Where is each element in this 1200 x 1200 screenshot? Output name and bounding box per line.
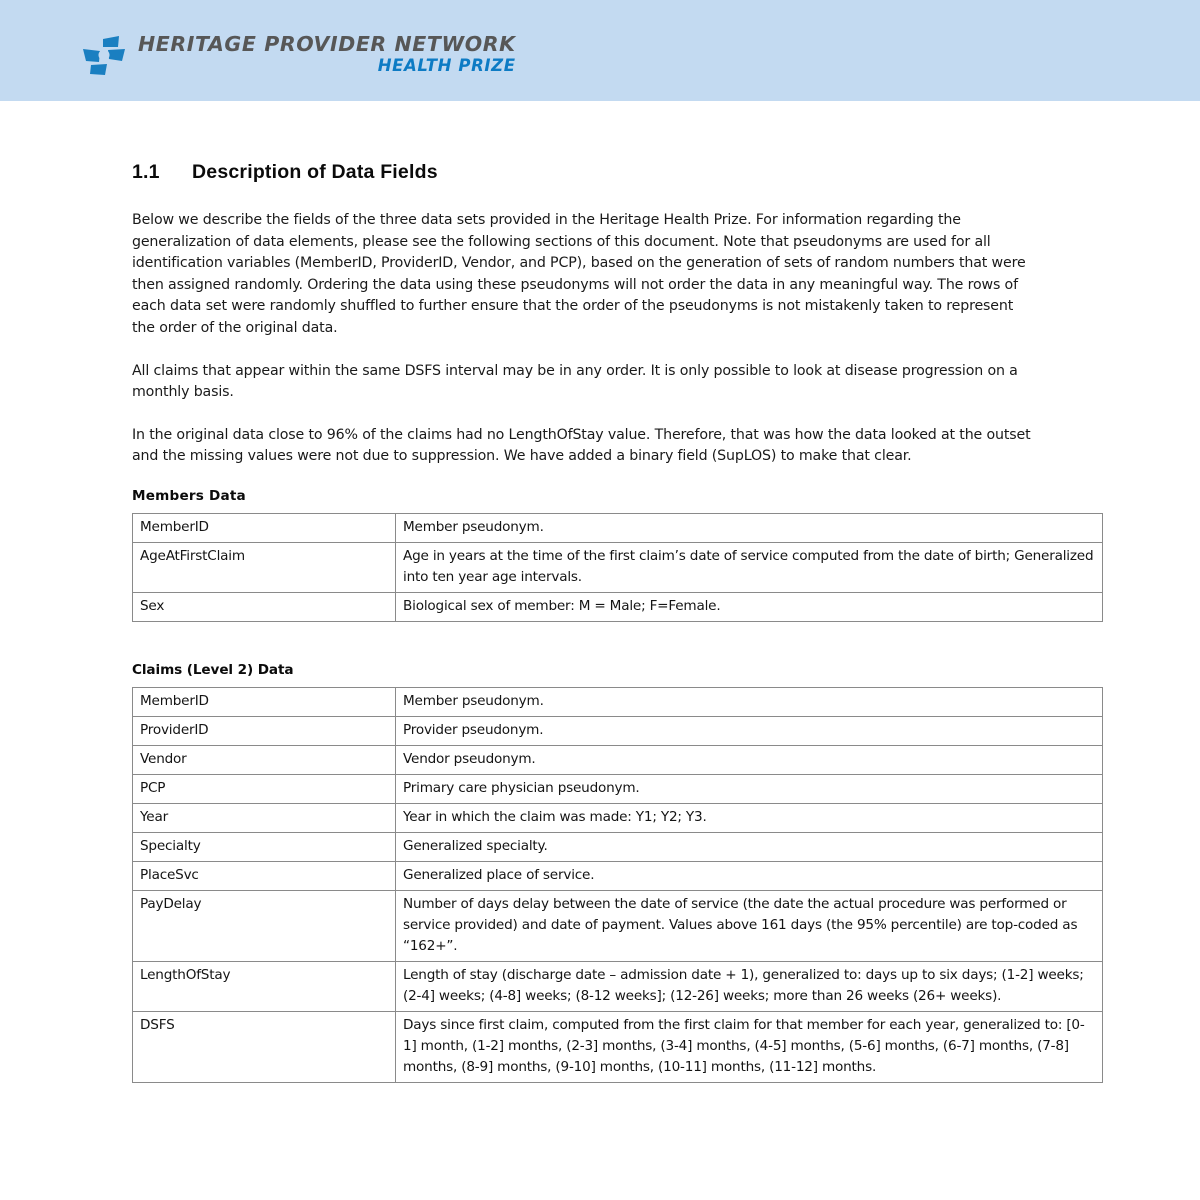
document-content [132, 161, 1094, 1083]
field-name-cell: ProviderID [133, 716, 396, 745]
field-description-cell: Days since first claim, computed from the first claim for that member for each year, generalized to: [0-1] month, (1-2] months, (2-3] months, (3-4] months, (4-5] months, (5-6] months, (6-7] months, (7-8] months, (8-9] months, (9-10] months, (10-11] months, (11-12] months. [396, 1011, 1103, 1082]
field-name-cell: PlaceSvc [133, 861, 396, 890]
field-description-cell: Primary care physician pseudonym. [396, 774, 1103, 803]
table-row [133, 861, 1103, 890]
intro-paragraph-2: All claims that appear within the same DSFS interval may be in any order. It is only possible to look at disease progression on a monthly basis. [132, 362, 1018, 401]
intro-paragraph-3: In the original data close to 96% of the claims had no LengthOfStay value. Therefore, that was how the data looked at the outset and the missing values were not due to suppression. We have added a binary field (SupLOS) to make that clear. [132, 426, 1031, 465]
table-row [133, 716, 1103, 745]
field-name-cell: Specialty [133, 832, 396, 861]
pinwheel-logo-mark [78, 31, 130, 79]
logo-wordmark [138, 31, 516, 75]
field-name-cell: LengthOfStay [133, 961, 396, 1011]
table-row [133, 803, 1103, 832]
field-description-cell: Provider pseudonym. [396, 716, 1103, 745]
field-description-cell: Age in years at the time of the first claim’s date of service computed from the date of birth; Generalized into ten year age intervals. [396, 542, 1103, 592]
table-row [133, 774, 1103, 803]
members-data-table-body [133, 513, 1103, 621]
claims-data-table-title: Claims (Level 2) Data [132, 661, 294, 678]
field-description-cell: Generalized place of service. [396, 861, 1103, 890]
logo-line-primary: HERITAGE PROVIDER NETWORK [138, 32, 516, 56]
page-header-band [0, 0, 1200, 101]
table-row [133, 890, 1103, 961]
field-description-cell: Number of days delay between the date of service (the date the actual procedure was performed or service provided) and date of payment. Values above 161 days (the 95% percentile) are top-coded as “162+”. [396, 890, 1103, 961]
field-description-cell: Vendor pseudonym. [396, 745, 1103, 774]
table-row [133, 513, 1103, 542]
intro-paragraph-1: Below we describe the fields of the three data sets provided in the Heritage Health Prize. For information regarding the generalization of data elements, please see the following sections of this document. Note that pseudonyms are used for all identification variables (MemberID, ProviderID, Vendor, and PCP), based on the generation of sets of random numbers that were then assigned randomly. Ordering the data using these pseudonyms will not order the data in any meaningful way. The rows of each data set were randomly shuffled to further ensure that the order of the pseudonyms is not mistakenly taken to represent the order of the original data. [132, 212, 1026, 336]
field-description-cell: Member pseudonym. [396, 687, 1103, 716]
page-title [132, 161, 1072, 184]
field-name-cell: DSFS [133, 1011, 396, 1082]
logo-line-secondary: HEALTH PRIZE [377, 55, 516, 75]
table-row [133, 687, 1103, 716]
section-title: Description of Data Fields [192, 161, 438, 183]
field-name-cell: PCP [133, 774, 396, 803]
field-description-cell: Generalized specialty. [396, 832, 1103, 861]
claims-data-table-body [133, 687, 1103, 1082]
field-description-cell: Member pseudonym. [396, 513, 1103, 542]
field-description-cell: Length of stay (discharge date – admission date + 1), generalized to: days up to six days; (1-2] weeks; (2-4] weeks; (4-8] weeks; (8-12 weeks]; (12-26] weeks; more than 26 weeks (26+ weeks). [396, 961, 1103, 1011]
field-description-cell: Year in which the claim was made: Y1; Y2; Y3. [396, 803, 1103, 832]
heritage-provider-network-logo [78, 31, 516, 79]
field-name-cell: MemberID [133, 513, 396, 542]
field-description-cell: Biological sex of member: M = Male; F=Female. [396, 592, 1103, 621]
table-row [133, 1011, 1103, 1082]
table-row [133, 592, 1103, 621]
field-name-cell: Sex [133, 592, 396, 621]
field-name-cell: MemberID [133, 687, 396, 716]
table-row [133, 542, 1103, 592]
field-name-cell: AgeAtFirstClaim [133, 542, 396, 592]
members-data-table [132, 513, 1103, 622]
claims-data-table [132, 687, 1103, 1083]
section-number: 1.1 [132, 161, 160, 183]
table-row [133, 961, 1103, 1011]
field-name-cell: Vendor [133, 745, 396, 774]
field-name-cell: Year [133, 803, 396, 832]
field-name-cell: PayDelay [133, 890, 396, 961]
table-row [133, 745, 1103, 774]
table-row [133, 832, 1103, 861]
members-data-table-title: Members Data [132, 487, 246, 504]
